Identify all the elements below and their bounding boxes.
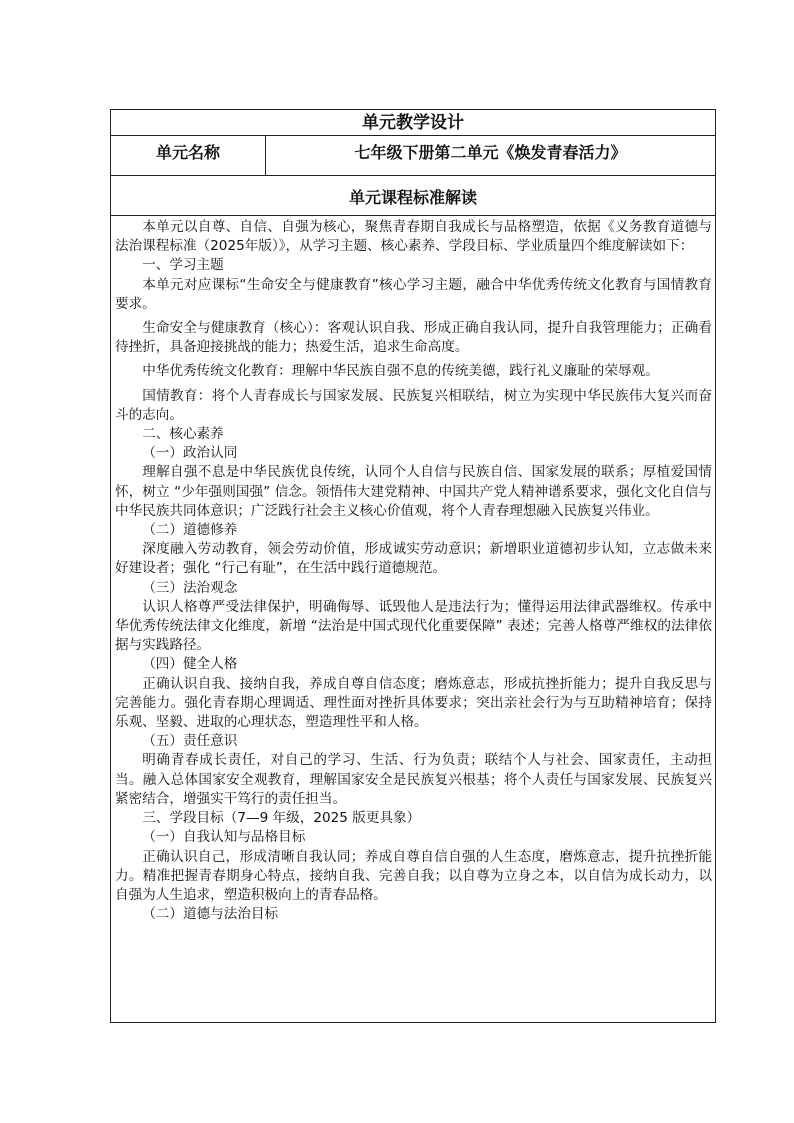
standards-heading-row [111, 176, 715, 216]
unit-name-label: 单元名称 [111, 136, 266, 175]
unit-design-table [110, 109, 716, 1023]
paragraph-law: 认识人格尊严受法律保护，明确侮辱、诋毁他人是违法行为；懂得运用法律武器维权。传承中华优秀传统法律文化维度，新增 “法治是中国式现代化重要保障” 表述；完善人格尊严维权的法律依据与实践路径。 [115, 598, 712, 654]
subheading-political: （一）政治认同 [142, 445, 238, 462]
paragraph-personality: 正确认识自我、接纳自我，养成自尊自信态度；磨炼意志，形成抗挫折能力；提升自我反思与完善能力。强化青春期心理调适、理性面对挫折具体要求；突出亲社会行为与互助精神培育；保持乐观、坚毅、进取的心理状态，塑造理性平和人格。 [115, 675, 712, 731]
paragraph-intro: 本单元以自尊、自信、自强为核心，聚焦青春期自我成长与品格塑造，依据《义务教育道德与法治课程标准（2025年版）》，从学习主题、核心素养、学段目标、学业质量四个维度解读如下： [115, 219, 712, 255]
title-row [111, 110, 715, 136]
standards-body [111, 216, 715, 1022]
subheading-personality: （四）健全人格 [142, 656, 238, 673]
paragraph-responsibility: 明确青春成长责任，对自己的学习、生活、行为负责；联结个人与社会、国家责任，主动担当。融入总体国家安全观教育，理解国家安全是民族复兴根基；将个人责任与国家发展、民族复兴紧密结合，增强实干笃行的责任担当。 [115, 752, 712, 807]
paragraph-political: 理解自强不息是中华民族优良传统，认同个人自信与民族自信、国家发展的联系；厚植爱国情怀，树立 “少年强则国强” 信念。领悟伟大建党精神、中国共产党人精神谱系要求，强化文化自信与中华民族共同体意识；广泛践行社会主义核心价值观，将个人青春理想融入民族复兴伟业。 [115, 464, 712, 519]
section-heading-1: 一、学习主题 [142, 257, 224, 274]
section-heading-2: 二、核心素养 [142, 426, 224, 443]
subheading-responsibility: （五）责任意识 [142, 733, 238, 750]
subheading-moral: （二）道德修养 [142, 522, 238, 539]
subheading-self-cognition: （一）自我认知与品格目标 [142, 829, 306, 846]
document-title: 单元教学设计 [362, 113, 464, 133]
paragraph-moral: 深度融入劳动教育，领会劳动价值，形成诚实劳动意识；新增职业道德初步认知，立志做未来好建设者；强化 “行己有耻”，在生活中践行道德规范。 [115, 541, 712, 577]
paragraph-traditional-culture: 中华优秀传统文化教育：理解中华民族自强不息的传统美德，践行礼义廉耻的荣辱观。 [142, 363, 659, 380]
subheading-law: （三）法治观念 [142, 579, 238, 596]
paragraph-national-conditions: 国情教育：将个人青春成长与国家发展、民族复兴相联结，树立为实现中华民族伟大复兴而奋斗的志向。 [115, 387, 712, 423]
section-heading-3: 三、学段目标（7—9 年级，2025 版更具象） [142, 810, 421, 827]
subheading-moral-law-goals: （二）道德与法治目标 [142, 906, 279, 923]
unit-name-row [111, 136, 715, 176]
unit-name-value: 七年级下册第二单元《焕发青春活力》 [354, 143, 627, 162]
standards-heading: 单元课程标准解读 [348, 188, 477, 207]
paragraph-life-safety: 生命安全与健康教育（核心）：客观认识自我、形成正确自我认同，提升自我管理能力；正确看待挫折，具备迎接挑战的能力；热爱生活，追求生命高度。 [115, 320, 712, 356]
paragraph-self-cognition: 正确认识自己，形成清晰自我认同；养成自尊自信自强的人生态度，磨炼意志，提升抗挫折能力。精准把握青春期身心特点，接纳自我、完善自我；以自尊为立身之本，以自信为成长动力，以自强为人生追求，塑造积极向上的青春品格。 [115, 848, 712, 903]
paragraph-topic: 本单元对应课标“生命安全与健康教育”核心学习主题，融合中华优秀传统文化教育与国情教育要求。 [115, 276, 712, 312]
